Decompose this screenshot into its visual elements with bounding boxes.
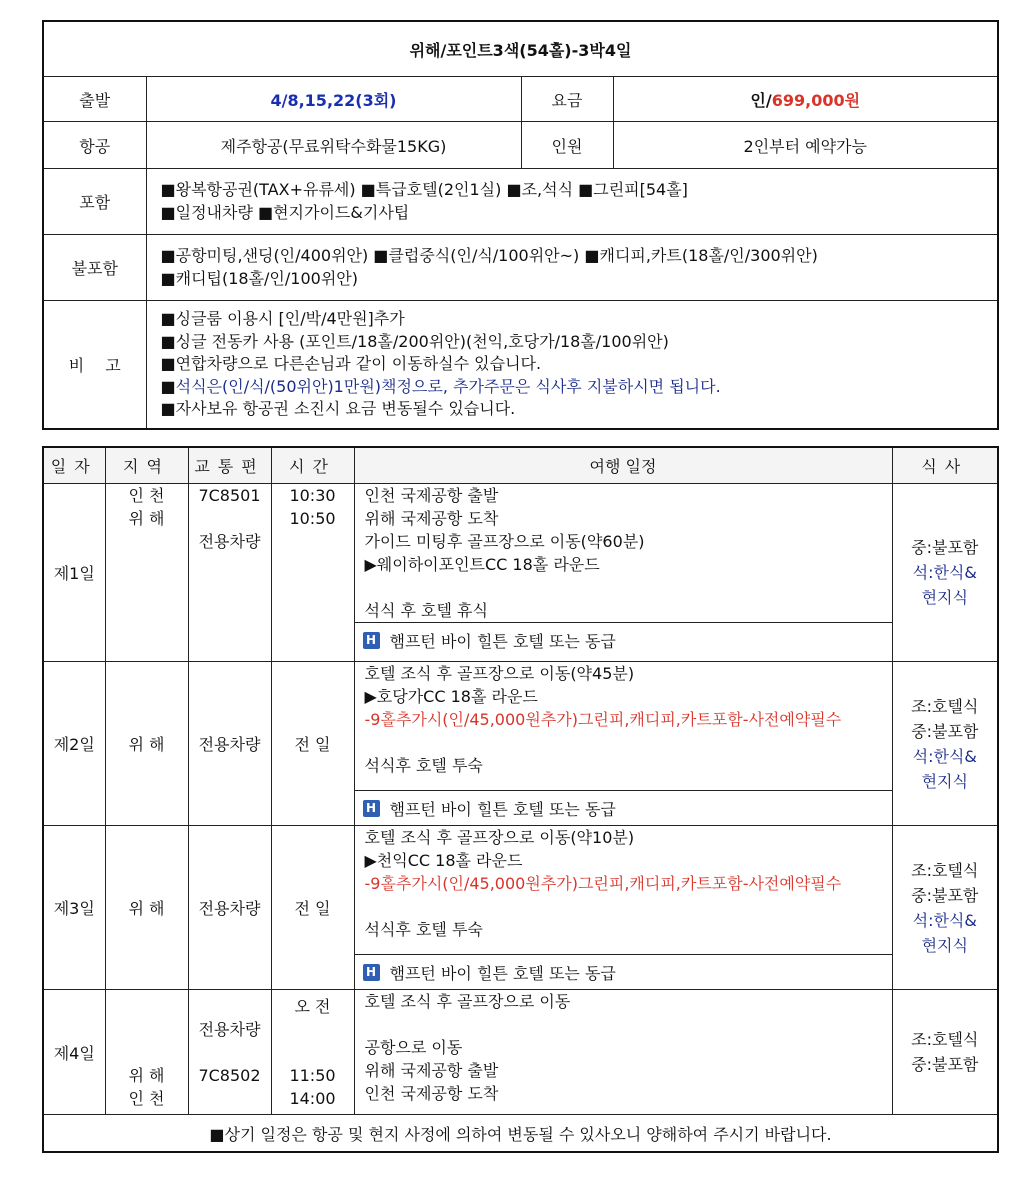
region-line: 위 해 <box>128 1065 165 1085</box>
day-itinerary <box>354 484 892 662</box>
hotel-icon: H <box>363 964 380 981</box>
meal-line: 현지식 <box>921 771 968 791</box>
day-meals <box>892 826 998 990</box>
time-line <box>272 1041 354 1064</box>
col-transport: 교통편 <box>188 447 271 484</box>
col-region: 지역 <box>105 447 188 484</box>
notes-list <box>146 301 998 429</box>
notes-line: ■싱글룸 이용시 [인/박/4만원]추가 <box>160 309 405 328</box>
included-label: 포함 <box>43 169 146 235</box>
notes-line: ■연합차량으로 다른손님과 같이 이동하실수 있습니다. <box>160 354 542 373</box>
region-line: 인 천 <box>128 486 165 505</box>
day-transport <box>188 484 271 662</box>
day-meals <box>892 662 998 826</box>
itinerary-line: 호텔 조식 후 골프장으로 이동(약45분) <box>364 664 635 683</box>
time-line: 10:50 <box>289 509 336 528</box>
transport-line: 전용차량 <box>198 532 261 551</box>
included-line: ■왕복항공권(TAX+유류세) ■특급호텔(2인1실) ■조,석식 ■그린피[54홀] <box>160 180 688 199</box>
day-label: 제4일 <box>43 990 105 1115</box>
meal-line: 현지식 <box>921 935 968 955</box>
day-meals <box>892 484 998 662</box>
day-row <box>43 990 998 1115</box>
airline-value: 제주항공(무료위탁수화물15KG) <box>146 122 521 169</box>
meal-line: 현지식 <box>921 588 968 607</box>
day-region: 위 해 <box>105 662 188 826</box>
excluded-label: 불포함 <box>43 235 146 301</box>
hotel-line <box>355 954 892 989</box>
col-time: 시간 <box>271 447 354 484</box>
meal-line: 중:불포함 <box>911 538 979 557</box>
page-title: 위해/포인트3색(54홀)-3박4일 <box>43 21 998 77</box>
day-time <box>271 484 354 662</box>
day-transport: 전용차량 <box>188 826 271 990</box>
col-meals: 식사 <box>892 447 998 484</box>
region-line <box>106 1041 188 1064</box>
people-label: 인원 <box>521 122 613 169</box>
itinerary-line: 인천 국제공항 도착 <box>364 1084 499 1103</box>
day-row <box>43 826 998 990</box>
depart-value: 4/8,15,22(3회) <box>146 77 521 122</box>
hotel-line <box>355 622 892 657</box>
itinerary-line: 석식후 호텔 투숙 <box>364 920 483 939</box>
itinerary-line: 석식 후 호텔 휴식 <box>364 601 488 620</box>
meal-line: 중:불포함 <box>911 1055 979 1074</box>
day-itinerary <box>354 990 892 1115</box>
region-line <box>106 1018 188 1041</box>
hotel-name: 햄프턴 바이 힐튼 호텔 또는 동급 <box>389 799 616 819</box>
meal-line: 조:호텔식 <box>911 696 979 716</box>
hotel-name: 햄프턴 바이 힐튼 호텔 또는 동급 <box>389 963 616 983</box>
itinerary-line <box>365 731 884 754</box>
transport-line: 7C8501 <box>198 486 261 505</box>
itinerary-line: 석식후 호텔 투숙 <box>364 756 483 775</box>
day-region: 위 해 <box>105 826 188 990</box>
time-line: 오 전 <box>294 996 331 1016</box>
meal-line: 조:호텔식 <box>911 860 979 880</box>
depart-label: 출발 <box>43 77 146 122</box>
col-day: 일자 <box>43 447 105 484</box>
day-label: 제1일 <box>43 484 105 662</box>
schedule-table <box>42 446 999 1153</box>
excluded-list <box>146 235 998 301</box>
notes-line: ■자사보유 항공권 소진시 요금 변동될수 있습니다. <box>160 399 516 418</box>
notes-line: ■싱글 전동카 사용 (포인트/18홀/200위안)(천익,호당가/18홀/100위안) <box>160 331 669 351</box>
hotel-name: 햄프턴 바이 힐튼 호텔 또는 동급 <box>389 631 616 651</box>
itinerary-line: ▶천익CC 18홀 라운드 <box>364 851 523 870</box>
notes-dinner-text: 석식은(인/식/(50위안)1만원)책정으로, 추가주문은 식사후 지불하시면 됩니다. <box>175 376 721 396</box>
itinerary-line: 공항으로 이동 <box>364 1038 463 1057</box>
hotel-line <box>355 790 892 825</box>
transport-line <box>189 995 271 1018</box>
notes-line-highlight <box>161 376 998 399</box>
day-itinerary <box>354 662 892 826</box>
day-transport <box>188 990 271 1115</box>
itinerary-line: ▶웨이하이포인트CC 18홀 라운드 <box>364 555 600 574</box>
meal-line: 석:한식& <box>912 910 977 930</box>
itinerary-line: ▶호당가CC 18홀 라운드 <box>364 687 538 706</box>
included-line: ■일정내차량 ■현지가이드&기사팁 <box>160 202 410 222</box>
day-time <box>271 990 354 1115</box>
fee-value: 699,000원 <box>771 90 861 110</box>
hotel-icon: H <box>363 800 380 817</box>
itinerary-optional-line: -9홀추가시(인/45,000원추가)그린피,캐디피,카트포함-사전예약필수 <box>364 874 842 893</box>
transport-line <box>189 1087 271 1110</box>
itinerary-line: 호텔 조식 후 골프장으로 이동(약10분) <box>364 828 635 847</box>
region-line: 위 해 <box>128 509 165 528</box>
day-label: 제2일 <box>43 662 105 826</box>
time-line: 10:30 <box>289 486 336 505</box>
tour-info-table <box>42 20 999 430</box>
itinerary-line <box>365 895 884 918</box>
transport-line <box>189 507 271 530</box>
included-list <box>146 169 998 235</box>
fee-label: 요금 <box>521 77 613 122</box>
itinerary-optional-line: -9홀추가시(인/45,000원추가)그린피,캐디피,카트포함-사전예약필수 <box>364 710 842 729</box>
day-row <box>43 484 998 662</box>
meal-line: 석:한식& <box>912 563 977 582</box>
day-time: 전 일 <box>271 826 354 990</box>
region-line <box>106 995 188 1018</box>
itinerary-line <box>365 576 884 599</box>
day-row <box>43 662 998 826</box>
itinerary-line: 가이드 미팅후 골프장으로 이동(약60분) <box>364 532 645 551</box>
transport-line: 7C8502 <box>198 1065 261 1085</box>
meal-line: 조:호텔식 <box>911 1030 979 1049</box>
excluded-line: ■캐디팁(18홀/인/100위안) <box>160 268 358 288</box>
day-region <box>105 990 188 1115</box>
itinerary-line: 위해 국제공항 도착 <box>364 509 499 528</box>
time-line <box>272 1018 354 1041</box>
meal-line: 중:불포함 <box>911 885 979 905</box>
hotel-icon: H <box>363 632 380 649</box>
day-transport: 전용차량 <box>188 662 271 826</box>
time-line: 14:00 <box>289 1088 336 1108</box>
day-itinerary <box>354 826 892 990</box>
notes-marker: ■ <box>160 376 176 396</box>
col-itinerary: 여행 일정 <box>354 447 892 484</box>
notes-label: 비 고 <box>43 301 146 429</box>
fee-cell <box>613 77 998 122</box>
itinerary-line: 호텔 조식 후 골프장으로 이동 <box>364 992 571 1011</box>
excluded-line: ■공항미팅,샌딩(인/400위안) ■클럽중식(인/식/100위안~) ■캐디피,카트(18홀/인/300위안) <box>160 246 818 265</box>
time-line: 11:50 <box>289 1065 336 1085</box>
transport-line: 전용차량 <box>198 1019 261 1039</box>
transport-line <box>189 1041 271 1064</box>
footer-note: ■상기 일정은 항공 및 현지 사정에 의하여 변동될 수 있사오니 양해하여 주시기 바랍니다. <box>43 1115 998 1153</box>
itinerary-line: 인천 국제공항 출발 <box>364 486 499 505</box>
meal-line: 석:한식& <box>912 746 977 766</box>
day-time: 전 일 <box>271 662 354 826</box>
itinerary-line <box>365 1013 884 1036</box>
meal-line: 중:불포함 <box>911 721 979 741</box>
fee-prefix: 인/ <box>750 90 772 110</box>
day-meals <box>892 990 998 1115</box>
day-region <box>105 484 188 662</box>
region-line: 인 천 <box>128 1088 165 1108</box>
people-value: 2인부터 예약가능 <box>613 122 998 169</box>
itinerary-line: 위해 국제공항 출발 <box>364 1061 499 1080</box>
day-label: 제3일 <box>43 826 105 990</box>
airline-label: 항공 <box>43 122 146 169</box>
